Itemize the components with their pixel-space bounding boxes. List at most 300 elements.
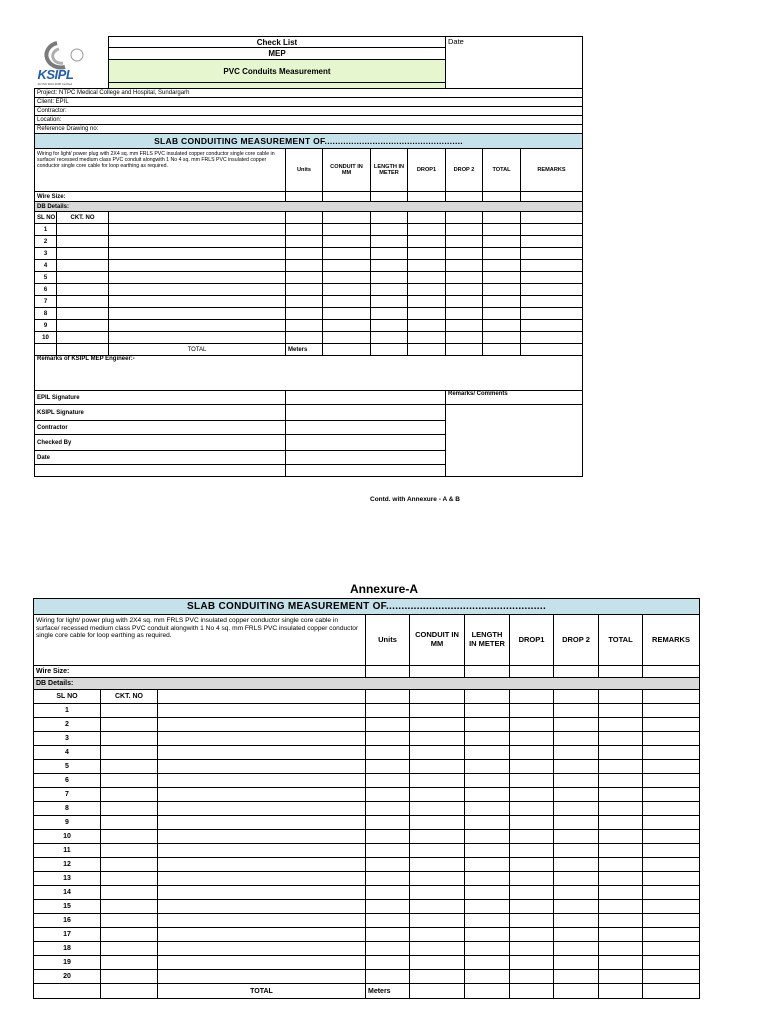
entry-cell[interactable] (510, 872, 554, 886)
signature-epil-field[interactable] (286, 391, 446, 405)
entry-cell[interactable] (554, 956, 599, 970)
entry-cell[interactable] (158, 914, 366, 928)
entry-cell[interactable] (109, 320, 286, 332)
entry-cell[interactable] (410, 872, 465, 886)
entry-cell[interactable] (510, 732, 554, 746)
entry-cell[interactable] (599, 774, 643, 788)
entry-cell[interactable] (366, 858, 410, 872)
sl-no-cell: 4 (35, 260, 57, 272)
entry-cell[interactable] (158, 802, 366, 816)
location-line: Location: (35, 116, 583, 125)
entry-cell[interactable] (57, 272, 109, 284)
entry-cell[interactable] (408, 224, 446, 236)
entry-cell[interactable] (510, 942, 554, 956)
entry-cell[interactable] (643, 816, 700, 830)
entry-cell[interactable] (599, 942, 643, 956)
entry-cell[interactable] (510, 844, 554, 858)
entry-cell[interactable] (371, 224, 408, 236)
entry-cell[interactable] (158, 830, 366, 844)
entry-cell[interactable] (643, 928, 700, 942)
entry-cell[interactable] (408, 332, 446, 344)
entry-cell[interactable] (554, 788, 599, 802)
entry-cell[interactable] (554, 914, 599, 928)
entry-cell[interactable] (158, 704, 366, 718)
entry-cell[interactable] (158, 844, 366, 858)
entry-cell[interactable] (554, 704, 599, 718)
entry-cell[interactable] (521, 296, 583, 308)
entry-cell[interactable] (554, 718, 599, 732)
entry-cell[interactable] (366, 760, 410, 774)
sl-no-cell: 14 (34, 886, 101, 900)
entry-cell[interactable] (521, 248, 583, 260)
entry-cell[interactable] (483, 272, 521, 284)
entry-cell[interactable] (57, 224, 109, 236)
entry-cell[interactable] (109, 236, 286, 248)
entry-cell[interactable] (643, 970, 700, 984)
entry-cell[interactable] (366, 704, 410, 718)
entry-cell[interactable] (410, 718, 465, 732)
entry-cell[interactable] (286, 260, 323, 272)
entry-cell[interactable] (521, 260, 583, 272)
entry-cell[interactable] (57, 236, 109, 248)
entry-cell[interactable] (366, 802, 410, 816)
entry-cell[interactable] (410, 942, 465, 956)
entry-cell[interactable] (483, 308, 521, 320)
entry-cell[interactable] (643, 732, 700, 746)
entry-cell[interactable] (510, 704, 554, 718)
entry-cell[interactable] (465, 900, 510, 914)
client-line: Client: EPIL (35, 98, 583, 107)
annexure-table-row (34, 774, 700, 788)
sl-no-cell: 16 (34, 914, 101, 928)
entry-cell[interactable] (510, 816, 554, 830)
entry-cell[interactable] (158, 746, 366, 760)
entry-cell[interactable] (408, 320, 446, 332)
entry-cell[interactable] (483, 284, 521, 296)
entry-cell[interactable] (410, 816, 465, 830)
company-logo (35, 37, 109, 89)
entry-cell[interactable] (57, 332, 109, 344)
entry-cell[interactable] (643, 886, 700, 900)
entry-cell[interactable] (643, 830, 700, 844)
annexure-table-row (34, 788, 700, 802)
entry-cell[interactable] (323, 284, 371, 296)
sl-no-cell: 7 (34, 788, 101, 802)
entry-cell[interactable] (366, 900, 410, 914)
entry-cell[interactable] (599, 970, 643, 984)
entry-cell[interactable] (554, 844, 599, 858)
entry-cell[interactable] (521, 308, 583, 320)
entry-cell[interactable] (643, 914, 700, 928)
entry-cell[interactable] (286, 284, 323, 296)
entry-cell[interactable] (465, 760, 510, 774)
entry-cell[interactable] (158, 760, 366, 774)
entry-cell[interactable] (158, 788, 366, 802)
entry-cell[interactable] (410, 788, 465, 802)
entry-cell[interactable] (465, 830, 510, 844)
sl-no-cell: 8 (35, 308, 57, 320)
entry-cell[interactable] (465, 858, 510, 872)
col-units: Units (286, 149, 323, 192)
entry-cell[interactable] (286, 248, 323, 260)
entry-cell[interactable] (599, 746, 643, 760)
entry-cell[interactable] (371, 284, 408, 296)
entry-cell[interactable] (554, 900, 599, 914)
entry-cell[interactable] (408, 272, 446, 284)
entry-cell[interactable] (109, 308, 286, 320)
checked-by-field[interactable] (286, 435, 446, 451)
entry-cell[interactable] (599, 760, 643, 774)
entry-cell[interactable] (286, 320, 323, 332)
entry-cell[interactable] (483, 320, 521, 332)
entry-cell[interactable] (643, 802, 700, 816)
entry-cell[interactable] (643, 746, 700, 760)
entry-cell[interactable] (643, 956, 700, 970)
sl-no-cell: 10 (35, 332, 57, 344)
sheet1-table-row (35, 296, 583, 308)
entry-cell[interactable] (109, 260, 286, 272)
entry-cell[interactable] (446, 248, 483, 260)
entry-cell[interactable] (446, 332, 483, 344)
entry-cell[interactable] (366, 746, 410, 760)
entry-cell[interactable] (366, 788, 410, 802)
entry-cell[interactable] (408, 284, 446, 296)
entry-cell[interactable] (410, 928, 465, 942)
annexure-col-drop2: DROP 2 (554, 615, 599, 666)
entry-cell[interactable] (158, 816, 366, 830)
entry-cell[interactable] (323, 248, 371, 260)
entry-cell[interactable] (521, 224, 583, 236)
entry-cell[interactable] (465, 816, 510, 830)
entry-cell[interactable] (465, 788, 510, 802)
entry-cell[interactable] (510, 970, 554, 984)
entry-cell[interactable] (366, 914, 410, 928)
entry-cell[interactable] (554, 732, 599, 746)
entry-cell[interactable] (323, 320, 371, 332)
entry-cell[interactable] (101, 914, 158, 928)
entry-cell[interactable] (366, 956, 410, 970)
entry-cell[interactable] (101, 886, 158, 900)
entry-cell[interactable] (101, 774, 158, 788)
entry-cell[interactable] (57, 284, 109, 296)
entry-cell[interactable] (101, 816, 158, 830)
entry-cell[interactable] (446, 260, 483, 272)
entry-cell[interactable] (554, 802, 599, 816)
entry-cell[interactable] (410, 844, 465, 858)
entry-cell[interactable] (465, 718, 510, 732)
entry-cell[interactable] (643, 858, 700, 872)
entry-cell[interactable] (366, 830, 410, 844)
entry-cell[interactable] (410, 886, 465, 900)
entry-cell[interactable] (465, 914, 510, 928)
entry-cell[interactable] (410, 760, 465, 774)
entry-cell[interactable] (554, 774, 599, 788)
entry-cell[interactable] (109, 272, 286, 284)
entry-cell[interactable] (101, 844, 158, 858)
entry-cell[interactable] (483, 236, 521, 248)
entry-cell[interactable] (366, 872, 410, 886)
entry-cell[interactable] (599, 928, 643, 942)
logo-caption: AN ISO 9001:2008 Certified (37, 81, 73, 86)
entry-cell[interactable] (101, 718, 158, 732)
entry-cell[interactable] (599, 718, 643, 732)
entry-cell[interactable] (410, 802, 465, 816)
entry-cell[interactable] (410, 704, 465, 718)
entry-cell[interactable] (446, 272, 483, 284)
signature-contractor-field[interactable] (286, 421, 446, 435)
entry-cell[interactable] (371, 332, 408, 344)
entry-cell[interactable] (554, 872, 599, 886)
entry-cell[interactable] (158, 942, 366, 956)
entry-cell[interactable] (554, 970, 599, 984)
entry-cell[interactable] (465, 732, 510, 746)
entry-cell[interactable] (366, 816, 410, 830)
entry-cell[interactable] (483, 296, 521, 308)
signature-date-field[interactable] (286, 451, 446, 465)
entry-cell[interactable] (643, 942, 700, 956)
entry-cell[interactable] (521, 272, 583, 284)
entry-cell[interactable] (446, 320, 483, 332)
entry-cell[interactable] (554, 760, 599, 774)
entry-cell[interactable] (101, 732, 158, 746)
entry-cell[interactable] (366, 928, 410, 942)
entry-cell[interactable] (408, 308, 446, 320)
entry-cell[interactable] (510, 788, 554, 802)
entry-cell[interactable] (599, 872, 643, 886)
entry-cell[interactable] (510, 746, 554, 760)
entry-cell[interactable] (366, 774, 410, 788)
entry-cell[interactable] (465, 886, 510, 900)
entry-cell[interactable] (408, 260, 446, 272)
entry-cell[interactable] (109, 224, 286, 236)
entry-cell[interactable] (510, 760, 554, 774)
entry-cell[interactable] (57, 260, 109, 272)
entry-cell[interactable] (483, 260, 521, 272)
entry-cell[interactable] (521, 284, 583, 296)
entry-cell[interactable] (109, 332, 286, 344)
entry-cell[interactable] (465, 802, 510, 816)
entry-cell[interactable] (101, 970, 158, 984)
entry-cell[interactable] (101, 788, 158, 802)
entry-cell[interactable] (599, 844, 643, 858)
entry-cell[interactable] (521, 332, 583, 344)
entry-cell[interactable] (410, 970, 465, 984)
entry-cell[interactable] (101, 746, 158, 760)
entry-cell[interactable] (371, 272, 408, 284)
entry-cell[interactable] (599, 914, 643, 928)
entry-cell[interactable] (554, 928, 599, 942)
entry-cell[interactable] (465, 970, 510, 984)
sl-no-cell: 6 (34, 774, 101, 788)
entry-cell[interactable] (410, 858, 465, 872)
entry-cell[interactable] (554, 858, 599, 872)
entry-cell[interactable] (371, 248, 408, 260)
entry-cell[interactable] (510, 774, 554, 788)
entry-cell[interactable] (408, 296, 446, 308)
entry-cell[interactable] (446, 296, 483, 308)
entry-cell[interactable] (366, 718, 410, 732)
entry-cell[interactable] (101, 900, 158, 914)
entry-cell[interactable] (643, 788, 700, 802)
entry-cell[interactable] (323, 236, 371, 248)
sheet1-table-row (35, 308, 583, 320)
entry-cell[interactable] (371, 236, 408, 248)
entry-cell[interactable] (410, 830, 465, 844)
entry-cell[interactable] (446, 236, 483, 248)
entry-cell[interactable] (109, 284, 286, 296)
entry-cell[interactable] (521, 320, 583, 332)
entry-cell[interactable] (158, 886, 366, 900)
entry-cell[interactable] (510, 928, 554, 942)
entry-cell[interactable] (366, 844, 410, 858)
entry-cell[interactable] (465, 872, 510, 886)
entry-cell[interactable] (57, 308, 109, 320)
entry-cell[interactable] (101, 872, 158, 886)
entry-cell[interactable] (465, 942, 510, 956)
entry-cell[interactable] (323, 296, 371, 308)
entry-cell[interactable] (599, 956, 643, 970)
ckt-no-header: CKT. NO (57, 212, 109, 224)
entry-cell[interactable] (599, 788, 643, 802)
entry-cell[interactable] (510, 830, 554, 844)
entry-cell[interactable] (599, 830, 643, 844)
entry-cell[interactable] (286, 236, 323, 248)
entry-cell[interactable] (410, 746, 465, 760)
entry-cell[interactable] (410, 900, 465, 914)
entry-cell[interactable] (323, 260, 371, 272)
entry-cell[interactable] (465, 746, 510, 760)
entry-cell[interactable] (158, 872, 366, 886)
entry-cell[interactable] (101, 760, 158, 774)
work-description: Wiring for light/ power plug with 2X4 sq. mm FRLS PVC insulated copper conductor single core cable in surface/ recessed medium class PVC conduit alongwith 1 No 4 sq. mm FRLS PVC insulated copper conductor single core cable for loop earthing as required. (35, 149, 286, 192)
entry-cell[interactable] (408, 236, 446, 248)
entry-cell[interactable] (101, 830, 158, 844)
entry-cell[interactable] (371, 296, 408, 308)
entry-cell[interactable] (101, 928, 158, 942)
entry-cell[interactable] (158, 928, 366, 942)
remarks-comments-field[interactable] (446, 405, 583, 477)
entry-cell[interactable] (101, 942, 158, 956)
entry-cell[interactable] (554, 886, 599, 900)
entry-cell[interactable] (643, 774, 700, 788)
entry-cell[interactable] (286, 308, 323, 320)
entry-cell[interactable] (410, 774, 465, 788)
entry-cell[interactable] (599, 900, 643, 914)
entry-cell[interactable] (323, 224, 371, 236)
entry-cell[interactable] (446, 308, 483, 320)
entry-cell[interactable] (410, 732, 465, 746)
entry-cell[interactable] (158, 956, 366, 970)
entry-cell[interactable] (599, 858, 643, 872)
entry-cell[interactable] (158, 858, 366, 872)
entry-cell[interactable] (510, 900, 554, 914)
entry-cell[interactable] (286, 224, 323, 236)
entry-cell[interactable] (643, 844, 700, 858)
entry-cell[interactable] (510, 802, 554, 816)
entry-cell[interactable] (643, 760, 700, 774)
entry-cell[interactable] (371, 308, 408, 320)
entry-cell[interactable] (599, 886, 643, 900)
entry-cell[interactable] (643, 704, 700, 718)
entry-cell[interactable] (57, 296, 109, 308)
annexure-table-row (34, 704, 700, 718)
entry-cell[interactable] (371, 320, 408, 332)
entry-cell[interactable] (510, 718, 554, 732)
entry-cell[interactable] (366, 886, 410, 900)
entry-cell[interactable] (101, 858, 158, 872)
entry-cell[interactable] (510, 858, 554, 872)
entry-cell[interactable] (599, 802, 643, 816)
entry-cell[interactable] (643, 872, 700, 886)
entry-cell[interactable] (57, 320, 109, 332)
entry-cell[interactable] (554, 830, 599, 844)
entry-cell[interactable] (465, 928, 510, 942)
entry-cell[interactable] (109, 296, 286, 308)
entry-cell[interactable] (158, 970, 366, 984)
entry-cell[interactable] (510, 956, 554, 970)
entry-cell[interactable] (599, 704, 643, 718)
sheet1-table-row (35, 224, 583, 236)
entry-cell[interactable] (286, 296, 323, 308)
entry-cell[interactable] (465, 956, 510, 970)
entry-cell[interactable] (101, 704, 158, 718)
entry-cell[interactable] (554, 746, 599, 760)
entry-cell[interactable] (366, 970, 410, 984)
entry-cell[interactable] (446, 284, 483, 296)
entry-cell[interactable] (446, 224, 483, 236)
entry-cell[interactable] (510, 886, 554, 900)
entry-cell[interactable] (510, 914, 554, 928)
entry-cell[interactable] (410, 956, 465, 970)
entry-cell[interactable] (410, 914, 465, 928)
entry-cell[interactable] (483, 224, 521, 236)
entry-cell[interactable] (465, 844, 510, 858)
sl-no-cell: 11 (34, 844, 101, 858)
entry-cell[interactable] (465, 704, 510, 718)
entry-cell[interactable] (483, 332, 521, 344)
entry-cell[interactable] (599, 732, 643, 746)
entry-cell[interactable] (371, 260, 408, 272)
entry-cell[interactable] (643, 718, 700, 732)
entry-cell[interactable] (158, 774, 366, 788)
entry-cell[interactable] (554, 942, 599, 956)
entry-cell[interactable] (366, 732, 410, 746)
entry-cell[interactable] (521, 236, 583, 248)
signature-ksipl-field[interactable] (286, 405, 446, 421)
entry-cell[interactable] (286, 332, 323, 344)
sl-no-cell: 17 (34, 928, 101, 942)
entry-cell[interactable] (101, 956, 158, 970)
entry-cell[interactable] (109, 248, 286, 260)
entry-cell[interactable] (158, 900, 366, 914)
entry-cell[interactable] (158, 718, 366, 732)
entry-cell[interactable] (286, 272, 323, 284)
entry-cell[interactable] (408, 248, 446, 260)
entry-cell[interactable] (483, 248, 521, 260)
entry-cell[interactable] (366, 942, 410, 956)
entry-cell[interactable] (57, 248, 109, 260)
entry-cell[interactable] (465, 774, 510, 788)
entry-cell[interactable] (323, 272, 371, 284)
annexure-table-row (34, 928, 700, 942)
entry-cell[interactable] (643, 900, 700, 914)
entry-cell[interactable] (101, 802, 158, 816)
entry-cell[interactable] (323, 332, 371, 344)
entry-cell[interactable] (554, 816, 599, 830)
entry-cell[interactable] (599, 816, 643, 830)
entry-cell[interactable] (323, 308, 371, 320)
entry-cell[interactable] (158, 732, 366, 746)
